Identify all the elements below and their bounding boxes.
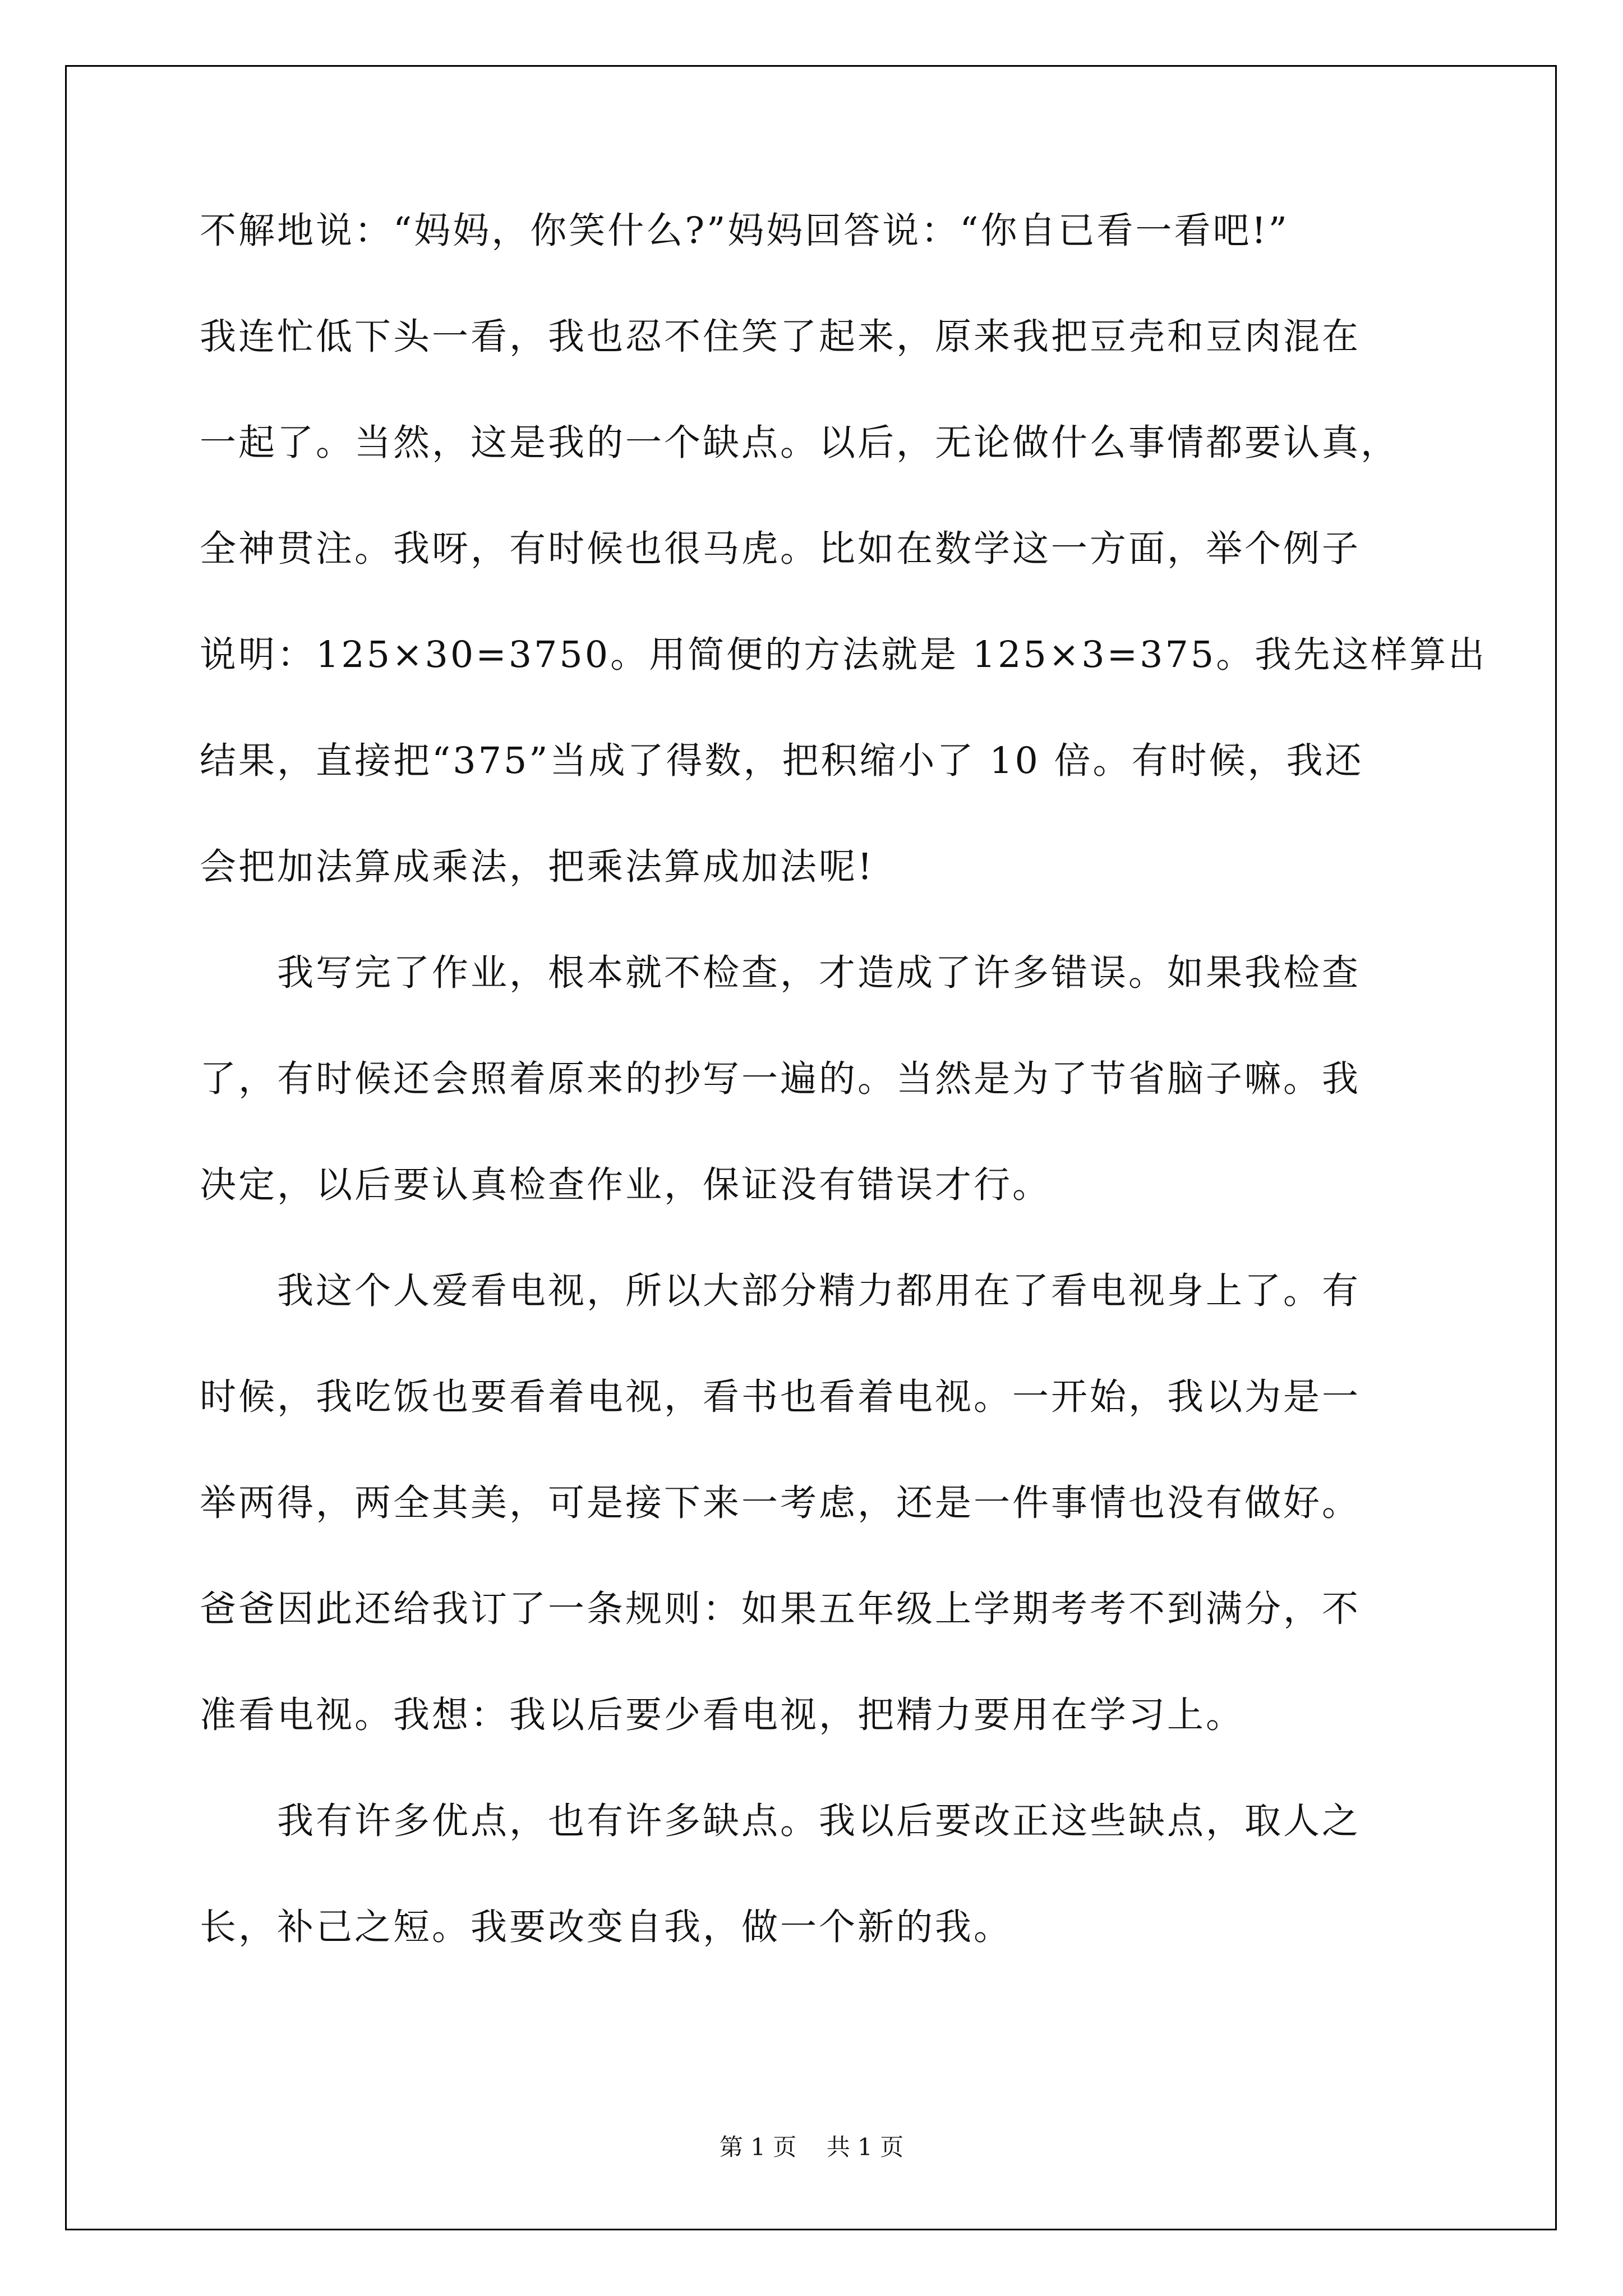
text-line: 准看电视。我想：我以后要少看电视，把精力要用在学习上。 <box>200 1694 1245 1736</box>
text-line: 时候，我吃饭也要看着电视，看书也看着电视。一开始，我以为是一 <box>200 1376 1361 1418</box>
text-line: 决定，以后要认真检查作业，保证没有错误才行。 <box>200 1164 1052 1206</box>
page-number: 第 1 页 <box>719 2133 797 2161</box>
text-line: 了，有时候还会照着原来的抄写一遍的。当然是为了节省脑子嘛。我 <box>200 1058 1361 1100</box>
text-line: 我有许多优点，也有许多缺点。我以后要改正这些缺点，取人之 <box>200 1800 1361 1842</box>
text-line: 会把加法算成乘法，把乘法算成加法呢! <box>200 846 875 888</box>
text-line: 长，补己之短。我要改变自我，做一个新的我。 <box>200 1906 1013 1948</box>
text-line: 结果，直接把“375”当成了得数，把积缩小了 10 倍。有时候，我还 <box>200 740 1364 782</box>
text-line: 举两得，两全其美，可是接下来一考虑，还是一件事情也没有做好。 <box>200 1482 1361 1524</box>
text-line: 说明：125×30=3750。用简便的方法就是 125×3=375。我先这样算出 <box>200 634 1487 676</box>
text-line: 我连忙低下头一看，我也忍不住笑了起来，原来我把豆壳和豆肉混在 <box>200 316 1361 358</box>
text-line: 一起了。当然，这是我的一个缺点。以后，无论做什么事情都要认真， <box>200 422 1400 464</box>
page-total: 共 1 页 <box>826 2133 904 2161</box>
text-line: 不解地说：“妈妈，你笑什么?”妈妈回答说：“你自已看一看吧!” <box>200 210 1289 252</box>
text-line: 我这个人爱看电视，所以大部分精力都用在了看电视身上了。有 <box>200 1270 1361 1312</box>
page-footer <box>0 2132 1623 2163</box>
text-line: 爸爸因此还给我订了一条规则：如果五年级上学期考考不到满分，不 <box>200 1588 1361 1630</box>
text-line: 我写完了作业，根本就不检查，才造成了许多错误。如果我检查 <box>200 952 1361 994</box>
text-line: 全神贯注。我呀，有时候也很马虎。比如在数学这一方面，举个例子 <box>200 528 1361 570</box>
